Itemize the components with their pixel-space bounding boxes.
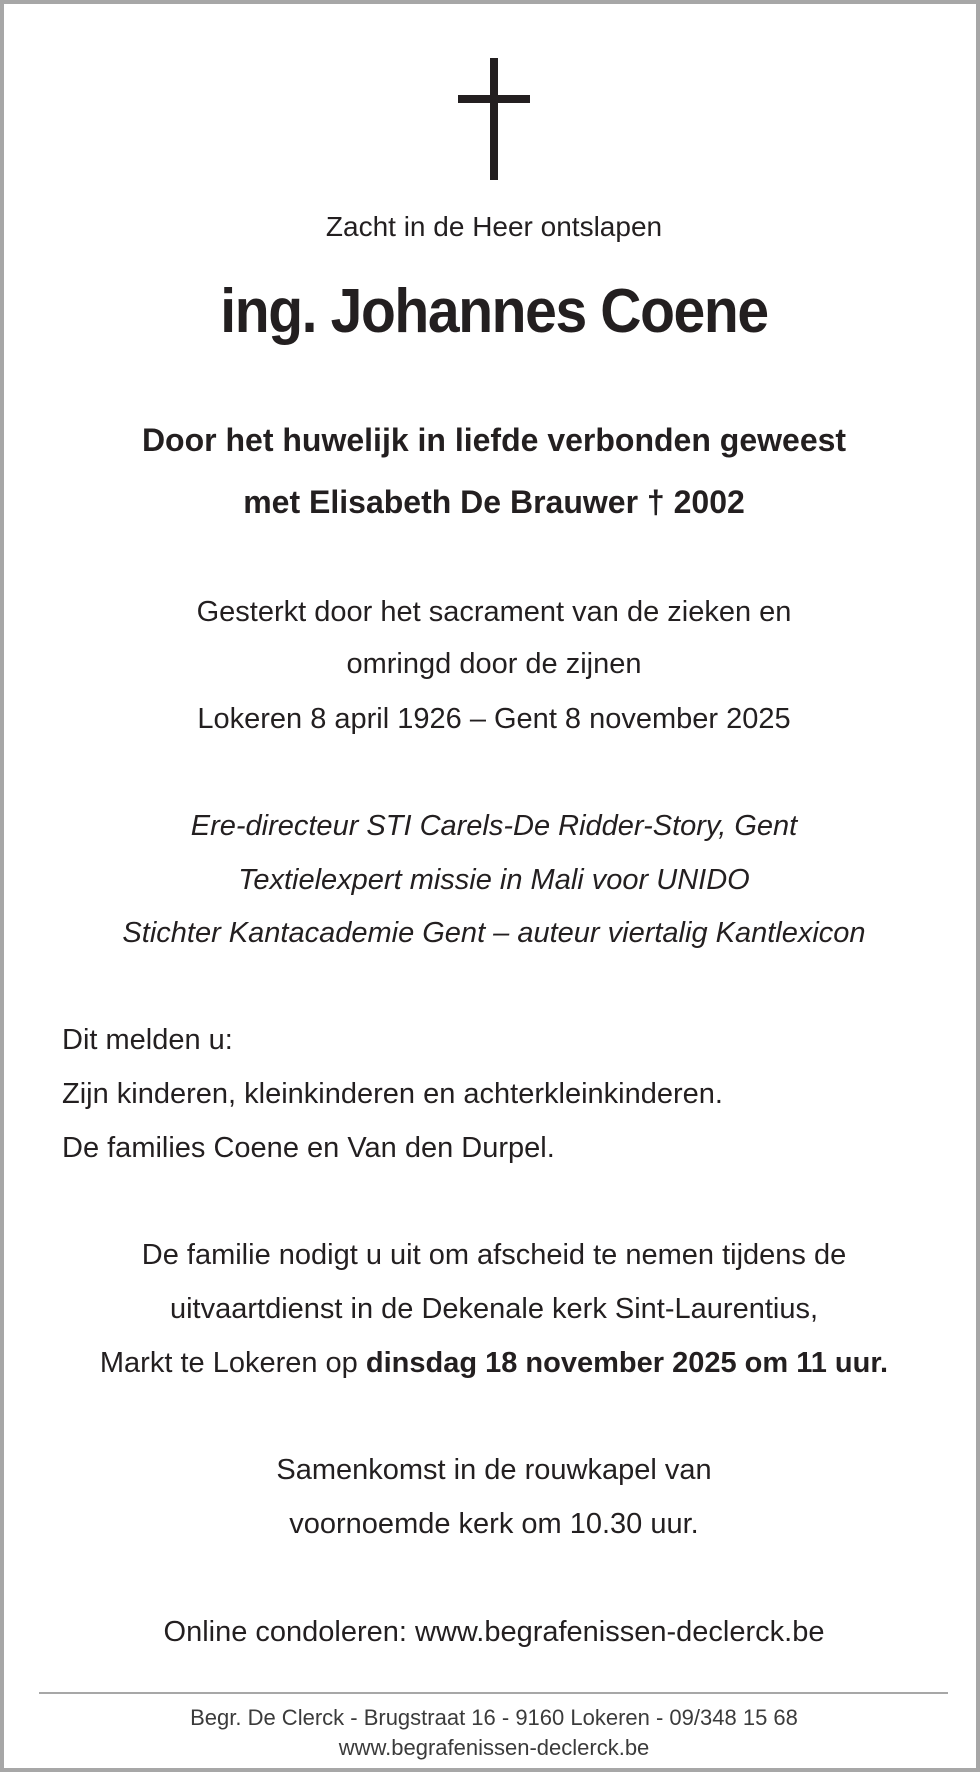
intro-text: Zacht in de Heer ontslapen <box>325 211 663 242</box>
deceased-name: ing. Johannes Coene <box>220 277 768 346</box>
title-line-3: Stichter Kantacademie Gent – auteur viertalig Kantlexicon <box>122 917 866 949</box>
service-line-2: uitvaartdienst in de Dekenale kerk Sint-Laurentius, <box>169 1293 819 1325</box>
family-line-2: Zijn kinderen, kleinkinderen en achterkleinkinderen. <box>62 1078 723 1110</box>
online-condolences: Online condoleren: www.begrafenissen-declerck.be <box>163 1616 825 1648</box>
family-line-1: Dit melden u: <box>62 1024 233 1056</box>
service-line-1: De familie nodigt u uit om afscheid te nemen tijdens de <box>141 1239 847 1271</box>
service-place: Markt te Lokeren op <box>99 1347 366 1379</box>
life-dates: Lokeren 8 april 1926 – Gent 8 november 2025 <box>197 703 791 735</box>
service-date: dinsdag 18 november 2025 om 11 uur. <box>365 1347 889 1379</box>
gathering-line-2: voornoemde kerk om 10.30 uur. <box>289 1508 699 1540</box>
title-line-1: Ere-directeur STI Carels-De Ridder-Story, Gent <box>190 810 798 842</box>
sacrament-line-1: Gesterkt door het sacrament van de zieken en <box>196 596 792 628</box>
cross-icon <box>458 58 530 180</box>
service-line-3 <box>4 1343 980 1383</box>
sacrament-line-2: omringd door de zijnen <box>346 648 642 680</box>
gathering-line-1: Samenkomst in de rouwkapel van <box>276 1454 712 1486</box>
family-line-3: De families Coene en Van den Durpel. <box>62 1132 555 1164</box>
funeral-home-address: Begr. De Clerck - Brugstraat 16 - 9160 Lokeren - 09/348 15 68 <box>190 1705 798 1730</box>
spouse-line-1: Door het huwelijk in liefde verbonden geweest <box>141 422 847 458</box>
title-line-2: Textielexpert missie in Mali voor UNIDO <box>238 864 750 896</box>
spouse-line-2: met Elisabeth De Brauwer † 2002 <box>243 484 745 520</box>
funeral-home-website: www.begrafenissen-declerck.be <box>338 1735 650 1760</box>
footer-divider <box>39 1692 948 1694</box>
